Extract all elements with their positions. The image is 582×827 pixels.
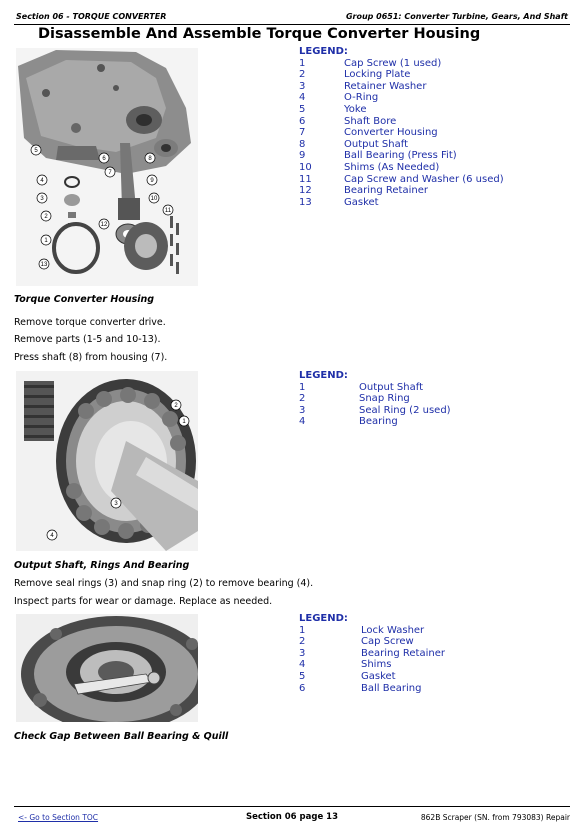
svg-text:2: 2 (44, 214, 48, 220)
legend-item-number: 4 (299, 92, 306, 104)
legend-item (299, 174, 569, 186)
legend-item-label: Locking Plate (344, 69, 411, 81)
callout-1 (41, 235, 51, 245)
legend-item-number: 8 (299, 138, 306, 150)
legend-item (299, 636, 569, 648)
legend-item (299, 405, 569, 417)
legend-item-label: Shims (361, 659, 392, 671)
callout-12 (99, 219, 109, 229)
legend-item-label: Ball Bearing (Press Fit) (344, 150, 457, 162)
legend-item-label: Bearing (359, 416, 398, 428)
callout-6 (99, 153, 109, 163)
callout-9 (147, 175, 157, 185)
legend-item (299, 104, 569, 116)
section-label: Section 06 - TORQUE CONVERTER (16, 12, 167, 21)
legend-item-number: 2 (299, 69, 306, 81)
svg-text:8: 8 (148, 156, 152, 162)
legend-item (299, 197, 569, 209)
legend-item-number: 6 (299, 115, 306, 127)
legend-item (299, 92, 569, 104)
legend-item-label: Cap Screw and Washer (6 used) (344, 173, 504, 185)
group-label: Group 0651: Converter Turbine, Gears, And Shaft (345, 12, 568, 21)
page-number: Section 06 page 13 (246, 812, 338, 822)
legend-item-number: 3 (299, 647, 306, 659)
legend-item (299, 116, 569, 128)
legend-item (299, 659, 569, 671)
legend-title: LEGEND: (299, 370, 348, 381)
legend-title: LEGEND: (299, 46, 348, 57)
callout-7 (105, 167, 115, 177)
step-text: Remove parts (1-5 and 10-13). (14, 334, 161, 345)
output-shaft-figure (16, 371, 198, 551)
svg-text:13: 13 (40, 262, 48, 268)
legend-item (299, 150, 569, 162)
legend-item-label: Shaft Bore (344, 115, 397, 127)
section-toc-link[interactable]: <- Go to Section TOC (18, 813, 99, 822)
legend-figure-3 (299, 613, 569, 694)
legend-item-label: Converter Housing (344, 127, 438, 139)
legend-item-label: Output Shaft (344, 138, 408, 150)
legend-item-number: 9 (299, 150, 306, 162)
legend-item-number: 3 (299, 80, 306, 92)
legend-item (299, 162, 569, 174)
legend-item-label: Bearing Retainer (361, 647, 445, 659)
legend-item (299, 648, 569, 660)
step-text: Remove torque converter drive. (14, 317, 166, 328)
svg-text:4: 4 (40, 178, 44, 184)
legend-item (299, 671, 569, 683)
svg-text:5: 5 (34, 148, 38, 154)
svg-text:10: 10 (150, 196, 158, 202)
callout-8 (145, 153, 155, 163)
callout-2 (41, 211, 51, 221)
legend-item-number: 2 (299, 636, 306, 648)
exploded-view-figure (16, 48, 198, 286)
legend-item-number: 1 (299, 381, 306, 393)
callout-3 (37, 193, 47, 203)
callout-11 (163, 205, 173, 215)
legend-item-label: Gasket (344, 196, 379, 208)
legend-item-number: 2 (299, 393, 306, 405)
check-gap-figure (16, 614, 198, 722)
callout-13 (39, 259, 49, 269)
legend-figure-2 (299, 370, 569, 428)
legend-item-number: 4 (299, 659, 306, 671)
callout-4 (37, 175, 47, 185)
legend-item-number: 3 (299, 404, 306, 416)
legend-figure-1 (299, 46, 569, 208)
legend-item-number: 10 (299, 161, 312, 173)
svg-text:12: 12 (100, 222, 108, 228)
legend-item (299, 185, 569, 197)
legend-item-number: 11 (299, 173, 312, 185)
figure-2-caption: Output Shaft, Rings And Bearing (14, 560, 190, 571)
legend-item (299, 81, 569, 93)
page-footer (14, 806, 570, 825)
step-text: Inspect parts for wear or damage. Replace as needed. (14, 596, 273, 607)
svg-text:3: 3 (40, 196, 44, 202)
legend-item-label: Output Shaft (359, 381, 423, 393)
legend-item (299, 69, 569, 81)
legend-item (299, 139, 569, 151)
legend-item-label: Gasket (361, 670, 396, 682)
legend-item-label: Cap Screw (361, 636, 414, 648)
legend-item (299, 382, 569, 394)
svg-text:6: 6 (102, 156, 106, 162)
callout-5 (31, 145, 41, 155)
svg-text:9: 9 (150, 178, 154, 184)
svg-text:4: 4 (50, 533, 54, 539)
legend-item-number: 5 (299, 670, 306, 682)
legend-item-label: Shims (As Needed) (344, 161, 440, 173)
legend-item-label: Yoke (344, 103, 367, 115)
legend-item-number: 4 (299, 416, 306, 428)
svg-text:1: 1 (182, 419, 186, 425)
legend-item-number: 1 (299, 624, 306, 636)
svg-text:11: 11 (164, 208, 172, 214)
legend-item (299, 393, 569, 405)
legend-item-number: 1 (299, 57, 306, 69)
svg-text:2: 2 (174, 403, 178, 409)
page-title: Disassemble And Assemble Torque Converter Housing (38, 26, 481, 42)
legend-item-label: O-Ring (344, 92, 379, 104)
manual-title: 862B Scraper (SN. from 793083) Repair (420, 813, 570, 822)
legend-item-label: Snap Ring (359, 393, 410, 405)
legend-item-label: Seal Ring (2 used) (359, 404, 451, 416)
callout-10 (149, 193, 159, 203)
page-header (14, 8, 570, 25)
legend-item-number: 13 (299, 196, 312, 208)
figure-3-caption: Check Gap Between Ball Bearing & Quill (14, 731, 229, 742)
legend-item (299, 683, 569, 695)
legend-item-number: 12 (299, 185, 312, 197)
svg-text:3: 3 (114, 501, 118, 507)
legend-item-label: Bearing Retainer (344, 185, 428, 197)
legend-item (299, 127, 569, 139)
legend-title: LEGEND: (299, 613, 348, 624)
legend-item-label: Cap Screw (1 used) (344, 57, 442, 69)
legend-item (299, 58, 569, 70)
svg-text:1: 1 (44, 238, 48, 244)
svg-text:7: 7 (108, 170, 112, 176)
legend-item-label: Retainer Washer (344, 80, 427, 92)
legend-item-label: Ball Bearing (361, 682, 422, 694)
step-text: Press shaft (8) from housing (7). (14, 352, 168, 363)
step-text: Remove seal rings (3) and snap ring (2) to remove bearing (4). (14, 578, 314, 589)
legend-item-number: 6 (299, 682, 306, 694)
legend-item-number: 5 (299, 103, 306, 115)
legend-item (299, 625, 569, 637)
legend-item-label: Lock Washer (361, 624, 425, 636)
legend-item (299, 416, 569, 428)
legend-item-number: 7 (299, 127, 306, 139)
figure-1-caption: Torque Converter Housing (14, 294, 155, 305)
